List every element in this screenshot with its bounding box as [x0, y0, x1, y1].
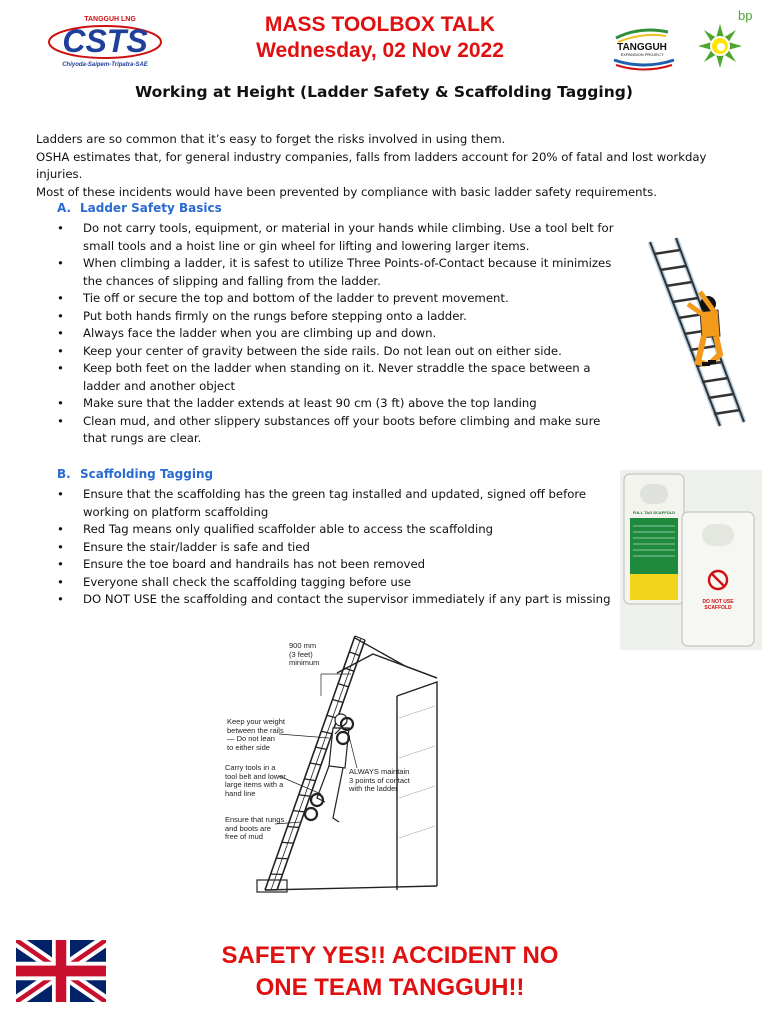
header-title-line1: MASS TOOLBOX TALK	[264, 13, 496, 36]
red-tag-line2: SCAFFOLD	[704, 605, 732, 611]
section-b-letter: B.	[57, 467, 71, 481]
ladder-safety-diagram	[205, 618, 445, 908]
ladder-climber-illustration	[640, 236, 748, 432]
ladder-rung	[344, 668, 354, 672]
list-item: • Ensure the toe board and handrails has not been removed	[57, 556, 617, 574]
scaffold-tags-photo	[620, 470, 762, 650]
tangguh-logo-sub: EXPANSION PROJECT	[620, 52, 664, 57]
bp-logo	[694, 6, 756, 70]
bp-logo-text: bp	[738, 8, 753, 23]
intro-paragraph	[36, 131, 756, 201]
intro-line: Ladders are so common that it’s easy to forget the risks involved in using them.	[36, 132, 506, 146]
section-b-heading	[57, 467, 213, 481]
list-item: • Keep both feet on the ladder when standing on it. Never straddle the space between a ladder and another object	[57, 360, 617, 395]
ladder-rung	[293, 811, 304, 812]
ladder-rung	[349, 652, 359, 656]
diagram-label-contact: ALWAYS maintain 3 points of contact with the ladder	[349, 767, 410, 793]
list-item: • Red Tag means only qualified scaffolder able to access the scaffolding	[57, 521, 617, 539]
csts-logo-main-text: CSTS	[62, 23, 148, 59]
section-a-heading	[57, 201, 222, 215]
section-a-letter: A.	[57, 201, 72, 215]
ladder-safety-list	[57, 220, 617, 448]
header-title	[200, 12, 560, 64]
green-tag-title: FULL TAG SCAFFOLD	[632, 510, 676, 515]
list-item: • Tie off or secure the top and bottom of the ladder to prevent movement.	[57, 290, 617, 308]
tangguh-logo	[610, 24, 690, 72]
list-item: • Everyone shall check the scaffolding tagging before use	[57, 574, 617, 592]
diagram-label-weight: Keep your weight between the rails — Do not lean to either side	[227, 717, 285, 752]
diagram-label-900mm: 900 mm (3 feet) minimum	[289, 641, 320, 667]
csts-logo	[48, 12, 163, 70]
scaffolding-tagging-list	[57, 486, 617, 609]
footer-line2: ONE TEAM TANGGUH!!	[255, 974, 525, 1001]
header-title-date: Wednesday, 02 Nov 2022	[256, 39, 504, 62]
footer-line1: SAFETY YES!! ACCIDENT NO	[221, 942, 559, 969]
footer-slogan	[130, 940, 650, 1004]
list-item: • Always face the ladder when you are climbing up and down.	[57, 325, 617, 343]
list-item: • DO NOT USE the scaffolding and contact the supervisor immediately if any part is missing	[57, 591, 617, 609]
ladder-rung	[288, 827, 300, 828]
list-item: • Clean mud, and other slippery substances off your boots before climbing and make sure that rungs are clear.	[57, 413, 617, 448]
list-item: • Ensure that the scaffolding has the green tag installed and updated, signed off before working on platform scaffolding	[57, 486, 617, 521]
diagram-label-tools: Carry tools in a tool belt and lower large items with a hand line	[225, 763, 286, 798]
green-tag	[624, 474, 684, 604]
list-item: • Make sure that the ladder extends at least 90 cm (3 ft) above the top landing	[57, 395, 617, 413]
ladder-rung	[282, 842, 294, 843]
uk-flag-icon	[16, 940, 106, 1002]
section-a-title: Ladder Safety Basics	[80, 201, 222, 215]
red-tag-line1: DO NOT USE	[702, 599, 734, 605]
ladder-rung	[299, 795, 310, 797]
list-item: • Do not carry tools, equipment, or material in your hands while climbing. Use a tool belt for small tools and a hoist line or gin wheel for lifting and lowering larger items.	[57, 220, 617, 255]
list-item: • When climbing a ladder, it is safest to utilize Three Points-of-Contact because it minimizes the chances of slipping and falling from the ladder.	[57, 255, 617, 290]
intro-line: OSHA estimates that, for general industry companies, falls from ladders account for 20% of fatal and lost workday injuries.	[36, 149, 707, 181]
section-b-title: Scaffolding Tagging	[80, 467, 214, 481]
list-item: • Put both hands firmly on the rungs before stepping onto a ladder.	[57, 308, 617, 326]
tangguh-logo-text: TANGGUH	[617, 42, 667, 53]
ladder-rung	[276, 858, 288, 859]
list-item: • Keep your center of gravity between the side rails. Do not lean out on either side.	[57, 343, 617, 361]
document-title: Working at Height (Ladder Safety & Scaffolding Tagging)	[135, 83, 633, 101]
csts-logo-sub-text: Chiyoda-Saipem-Tripatra-SAE	[62, 62, 148, 68]
intro-line: Most of these incidents would have been prevented by compliance with basic ladder safety requirements.	[36, 184, 657, 199]
diagram-label-mud: Ensure that rungs and boots are free of mud	[225, 815, 285, 841]
red-tag	[682, 512, 754, 646]
csts-logo-top-text: TANGGUH LNG	[84, 16, 136, 23]
list-item: • Ensure the stair/ladder is safe and tied	[57, 539, 617, 557]
